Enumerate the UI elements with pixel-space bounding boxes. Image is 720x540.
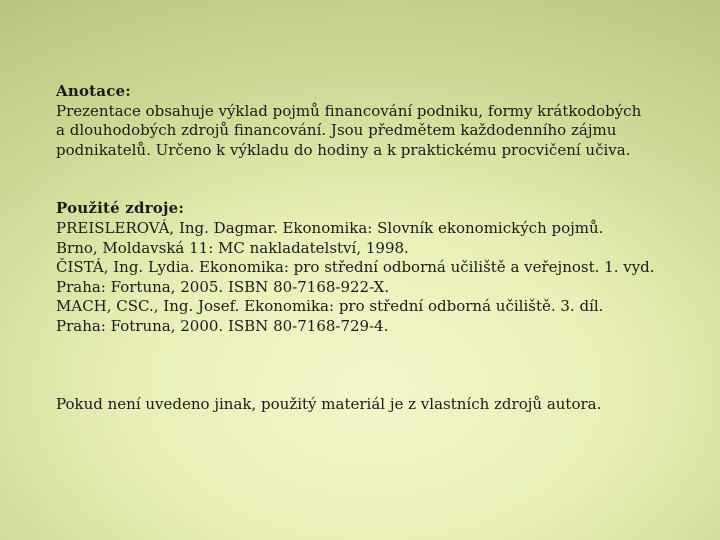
sources-section [56,199,696,336]
sources-heading: Použité zdroje: [56,199,185,218]
source-line: Praha: Fotruna, 2000. ISBN 80-7168-729-4. [56,316,389,335]
source-line: ČISTÁ, Ing. Lydia. Ekonomika: pro střední odborná učiliště a veřejnost. 1. vyd. [56,258,655,277]
footer-note: Pokud není uvedeno jinak, použitý materiál je z vlastních zdrojů autora. [56,394,602,413]
source-line: Brno, Moldavská 11: MC nakladatelství, 1998. [56,238,409,257]
slide-content [56,82,696,414]
annotation-line: Prezentace obsahuje výklad pojmů financování podniku, formy krátkodobých [56,101,642,120]
source-line: Praha: Fortuna, 2005. ISBN 80-7168-922-X. [56,277,390,296]
source-line: MACH, CSC., Ing. Josef. Ekonomika: pro střední odborná učiliště. 3. díl. [56,297,604,316]
annotation-section [56,82,696,160]
annotation-line: podnikatelů. Určeno k výkladu do hodiny a k praktickému procvičení učiva. [56,140,631,159]
annotation-line: a dlouhodobých zdrojů financování. Jsou předmětem každodenního zájmu [56,121,617,140]
source-line: PREISLEROVÁ, Ing. Dagmar. Ekonomika: Slovník ekonomických pojmů. [56,218,604,237]
annotation-heading: Anotace: [56,82,132,100]
